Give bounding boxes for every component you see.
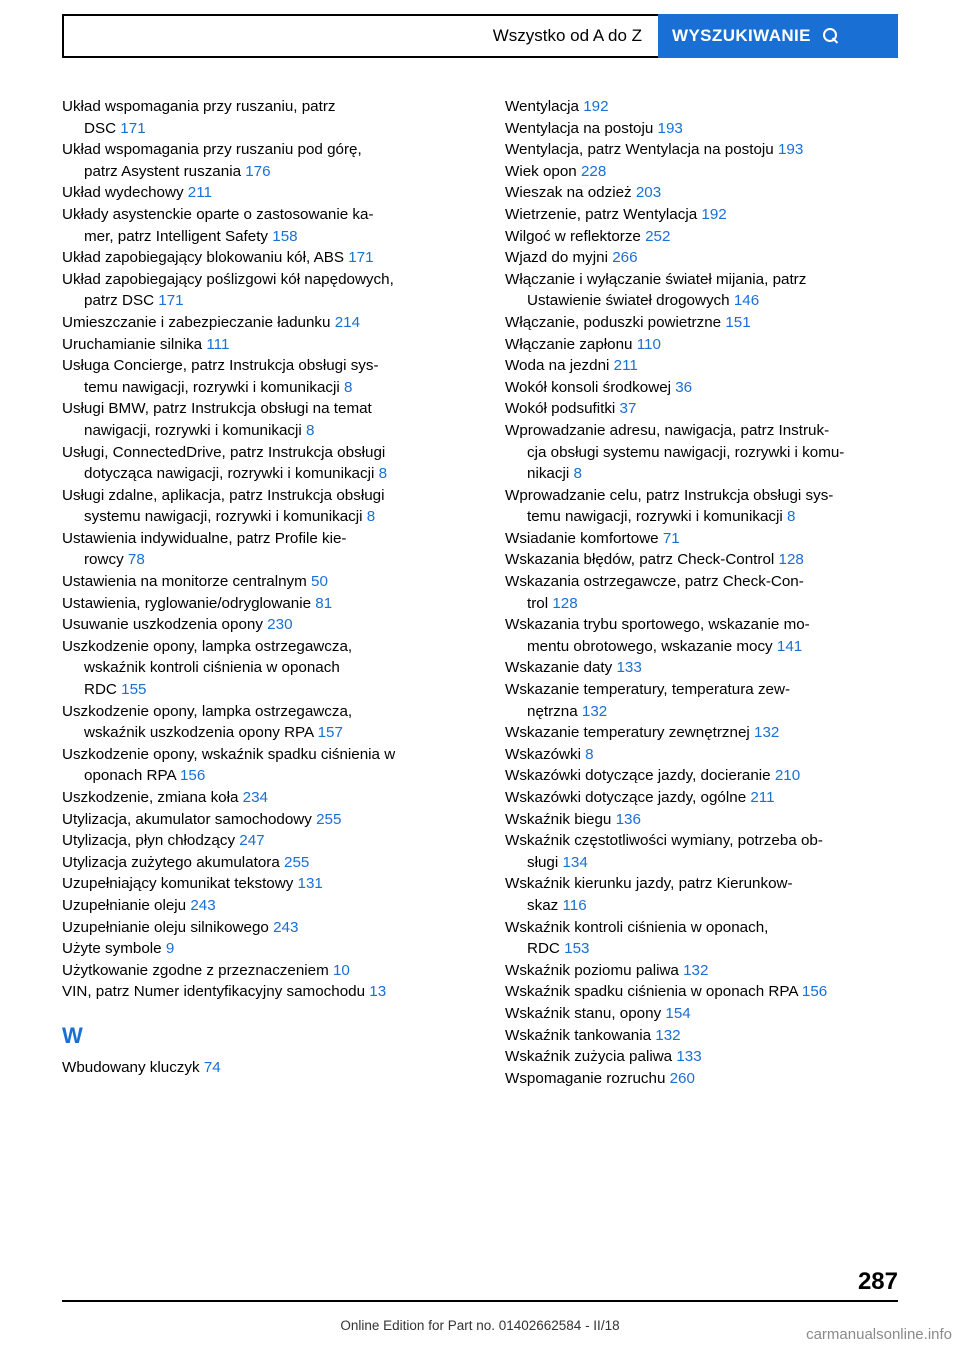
index-entry[interactable] [62,485,455,528]
index-entry-line: Wskazanie daty 133 [505,659,642,677]
index-entry-line: Włączanie i wyłączanie świateł mijania, patrz [505,270,807,288]
header-index-text: Wszystko od A do Z [492,26,642,45]
index-entry[interactable] [505,1046,898,1068]
index-entry[interactable] [62,787,455,809]
search-tab-label: WYSZUKIWANIE [672,26,811,45]
index-entry-line: Układ wspomagania przy ruszaniu pod górę, [62,141,362,159]
index-entry[interactable] [62,247,455,269]
index-entry-page[interactable]: 134 [562,853,588,871]
index-entry[interactable] [505,873,898,916]
index-entry-line: Układy asystenckie oparte o zastosowanie ka- [62,205,374,223]
header [62,14,898,58]
index-entry-page[interactable]: 8 [585,745,594,763]
index-entry-line: Utylizacja, płyn chłodzący 247 [62,832,265,850]
index-entry[interactable] [505,269,898,312]
index-entry[interactable] [62,830,455,852]
index-entry-line: Użyte symbole 9 [62,940,175,958]
index-entry[interactable] [505,334,898,356]
index-entry-page[interactable]: 74 [203,1058,221,1076]
index-entry-line: Wilgoć w reflektorze 252 [505,227,671,245]
index-entry[interactable] [62,139,455,182]
index-entry-page[interactable]: 8 [573,465,582,483]
index-entry-line: Umieszczanie i zabezpieczanie ładunku 214 [62,313,361,331]
index-entry-line: Wskazania ostrzegawcze, patrz Check-Con- [505,573,804,591]
index-entry-page[interactable]: 171 [348,249,374,267]
index-entry-line: Wprowadzanie adresu, nawigacja, patrz Instruk- [505,421,830,439]
index-entry-line: dotycząca nawigacji, rozrywki i komunikacji 8 [84,465,388,483]
index-entry[interactable] [62,355,455,398]
index-column-left [62,96,455,1089]
index-entry-page[interactable]: 266 [612,249,638,267]
page-number: 287 [857,1268,898,1295]
index-entry-line: Wentylacja na postoju 193 [505,119,683,137]
index-entry-page[interactable]: 13 [369,983,387,1001]
index-entry-line: Wsiadanie komfortowe 71 [505,529,680,547]
index-entry-line: Włączanie, poduszki powietrzne 151 [505,313,751,331]
index-entry-line: wskaźnik uszkodzenia opony RPA 157 [84,724,343,742]
index-entry[interactable] [62,981,455,1003]
index-column-right [505,96,898,1089]
index-entry[interactable] [62,852,455,874]
index-entry[interactable] [505,830,898,873]
index-entry-page[interactable]: 155 [121,681,147,699]
index-entry-line: sługi 134 [527,853,588,871]
index-entry[interactable] [505,182,898,204]
index-entry-line: Wskazania błędów, patrz Check-Control 128 [505,551,804,569]
index-entry-page[interactable]: 230 [267,616,293,634]
index-entry[interactable] [505,614,898,657]
index-entry-line: Użytkowanie zgodne z przeznaczeniem 10 [62,961,350,979]
index-columns [62,96,898,1089]
index-entry-line: Wiek opon 228 [505,162,607,180]
index-entry[interactable] [62,528,455,571]
index-entry[interactable] [62,182,455,204]
index-entry-line: Ustawienia indywidualne, patrz Profile kie- [62,529,347,547]
index-entry-page[interactable]: 255 [284,853,310,871]
index-entry-line: Układ zapobiegający poślizgowi kół napędowych, [62,270,394,288]
index-entry[interactable] [505,787,898,809]
index-entry-line: Wokół podsufitki 37 [505,400,637,418]
index-entry[interactable] [62,1057,455,1079]
index-entry[interactable] [62,873,455,895]
index-entry-line: Wprowadzanie celu, patrz Instrukcja obsługi sys- [505,486,834,504]
index-entry[interactable] [505,1003,898,1025]
index-entry-page[interactable]: 131 [297,875,323,893]
index-entry-page[interactable]: 252 [645,227,671,245]
index-entry-line: patrz DSC 171 [84,292,184,310]
index-entry[interactable] [505,96,898,118]
index-entry-page[interactable]: 8 [305,421,315,439]
index-entry-page[interactable]: 153 [564,940,590,958]
index-entry-page[interactable]: 214 [334,313,361,331]
index-entry-line: Uszkodzenie, zmiana koła 234 [62,789,268,806]
index-entry-page[interactable]: 50 [311,573,328,591]
index-entry-page[interactable]: 154 [665,1004,691,1022]
index-entry-page[interactable]: 228 [580,162,607,180]
index-entry-page[interactable]: 8 [378,465,388,483]
index-entry[interactable] [505,161,898,183]
index-entry-line: Wskaźnik biegu 136 [505,810,641,828]
footer-text: Online Edition for Part no. 01402662584 - II/18 [340,1318,620,1333]
index-entry[interactable] [505,744,898,766]
index-entry[interactable] [62,312,455,334]
index-entry-line: Ustawienia, ryglowanie/odryglowanie 81 [62,594,333,612]
index-entry-line: trol 128 [527,594,578,612]
index-entry[interactable] [505,398,898,420]
index-entry[interactable] [505,981,898,1003]
index-entry-page[interactable]: 157 [317,724,343,742]
index-entry-line: Układ wydechowy 211 [62,184,212,202]
index-entry-line: skaz 116 [527,896,587,914]
index-entry-line: Woda na jezdni 211 [505,357,638,375]
index-entry-page[interactable]: 176 [245,162,271,180]
index-entry-line: mer, patrz Intelligent Safety 158 [84,227,298,245]
index-entry-page[interactable]: 141 [776,637,803,655]
index-entry-line: Uszkodzenie opony, wskaźnik spadku ciśnienia w [62,745,396,763]
index-entry[interactable] [505,139,898,161]
index-entry-page[interactable]: 128 [552,594,578,612]
index-entry[interactable] [505,960,898,982]
index-entry-line: DSC 171 [84,119,146,137]
index-entry-line: Wbudowany kluczyk 74 [62,1058,221,1076]
index-entry[interactable] [62,442,455,485]
index-entry[interactable] [62,701,455,744]
index-entry-line: Układ zapobiegający blokowaniu kół, ABS 171 [62,249,374,267]
index-entry-line: Wskaźnik spadku ciśnienia w oponach RPA 156 [505,983,828,1001]
index-entry-page[interactable]: 8 [786,508,796,526]
index-entry-page[interactable]: 132 [683,961,709,979]
index-entry[interactable] [505,571,898,614]
index-entry-line: Uszkodzenie opony, lampka ostrzegawcza, [62,637,353,655]
index-entry-page[interactable]: 234 [242,789,268,806]
index-entry-line: Wskazówki dotyczące jazdy, docieranie 210 [505,767,801,785]
index-entry[interactable] [62,96,455,139]
index-entry[interactable] [505,722,898,744]
index-entry-line: Układ wspomagania przy ruszaniu, patrz [62,98,336,115]
index-entry-line: temu nawigacji, rozrywki i komunikacji 8 [84,378,353,396]
index-entry[interactable] [62,269,455,312]
index-entry-line: patrz Asystent ruszania 176 [84,162,271,180]
index-entry-page[interactable]: 192 [583,98,609,115]
index-entry[interactable] [62,938,455,960]
index-entry-line: nawigacji, rozrywki i komunikacji 8 [84,421,315,439]
index-entry[interactable] [62,593,455,615]
index-entry-page[interactable]: 211 [613,357,638,375]
index-entry[interactable] [62,809,455,831]
index-entry[interactable] [62,744,455,787]
index-entry-line: nętrzna 132 [527,702,608,720]
index-entry-page[interactable]: 133 [676,1048,702,1066]
index-entry-page[interactable]: 36 [675,378,693,396]
index-entry-page[interactable]: 203 [635,184,662,202]
index-entry-line: Usługi zdalne, aplikacja, patrz Instrukcja obsługi [62,486,385,504]
index-entry-line: systemu nawigacji, rozrywki i komunikacji 8 [84,508,376,526]
index-entry-page[interactable]: 111 [206,335,230,353]
watermark: carmanualsonline.info [806,1326,952,1343]
index-entry-page[interactable]: 8 [366,508,376,526]
index-entry-page[interactable]: 255 [316,810,342,828]
index-entry-line: Wskazanie temperatury zewnętrznej 132 [505,724,780,742]
index-entry-page[interactable]: 132 [655,1026,681,1044]
index-entry-line: Wspomaganie rozruchu 260 [505,1069,695,1087]
index-entry-page[interactable]: 211 [750,789,775,806]
index-entry-line: Włączanie zapłonu 110 [505,335,661,353]
index-entry[interactable] [505,355,898,377]
index-entry-line: Utylizacja, akumulator samochodowy 255 [62,810,342,828]
index-entry-line: temu nawigacji, rozrywki i komunikacji 8 [527,508,796,526]
index-entry-line: Uszkodzenie opony, lampka ostrzegawcza, [62,702,353,720]
index-entry[interactable] [505,657,898,679]
index-entry-page[interactable]: 78 [127,551,145,569]
index-entry-line: Wieszak na odzież 203 [505,184,662,202]
index-entry-page[interactable]: 156 [179,767,206,785]
index-entry-line: nikacji 8 [527,465,582,483]
index-entry[interactable] [505,1068,898,1090]
index-entry[interactable] [505,917,898,960]
index-entry[interactable] [505,549,898,571]
index-entry-line: Wskaźnik częstotliwości wymiany, potrzeba ob- [505,832,823,850]
index-entry-line: VIN, patrz Numer identyfikacyjny samochodu 13 [62,983,387,1001]
index-entry-page[interactable]: 151 [725,313,751,331]
index-entry[interactable] [62,895,455,917]
index-entry-page[interactable]: 146 [733,292,760,310]
header-index-label [62,14,658,58]
index-entry[interactable] [505,226,898,248]
index-entry[interactable] [62,571,455,593]
index-entry-line: Uruchamianie silnika 111 [62,335,230,353]
index-entry-page[interactable]: 211 [187,184,212,202]
index-entry-page[interactable]: 158 [272,227,298,245]
index-entry-page[interactable]: 116 [562,896,587,914]
index-entry-page[interactable]: 171 [158,292,184,310]
index-entry-line: Wskaźnik zużycia paliwa 133 [505,1048,702,1066]
index-entry-line: Wskazania trybu sportowego, wskazanie mo- [505,616,810,634]
index-entry-line: Wentylacja, patrz Wentylacja na postoju 193 [505,141,804,159]
index-entry[interactable] [505,247,898,269]
index-entry[interactable] [62,334,455,356]
index-entry-page[interactable]: 37 [619,400,637,418]
index-entry-page[interactable]: 133 [616,659,642,677]
index-entry-line: Wskaźnik tankowania 132 [505,1026,681,1044]
index-entry-line: oponach RPA 156 [84,767,206,785]
index-entry[interactable] [505,420,898,485]
index-entry[interactable] [505,312,898,334]
index-entry-line: Uzupełniający komunikat tekstowy 131 [62,875,323,893]
index-entry[interactable] [62,204,455,247]
index-entry-line: Usługi, ConnectedDrive, patrz Instrukcja obsługi [62,443,386,461]
index-entry-page[interactable]: 110 [636,335,661,353]
index-entry-page[interactable]: 193 [777,141,804,159]
index-entry-page[interactable]: 136 [615,810,641,828]
index-entry-line: rowcy 78 [84,551,145,569]
index-entry[interactable] [505,377,898,399]
index-entry-line: wskaźnik kontroli ciśnienia w oponach [84,659,340,677]
index-entry[interactable] [505,528,898,550]
index-entry-line: mentu obrotowego, wskazanie mocy 141 [527,637,803,655]
index-entry-line: Usługa Concierge, patrz Instrukcja obsługi sys- [62,357,379,375]
index-entry-page[interactable]: 243 [190,896,216,914]
index-entry-line: RDC 155 [84,681,147,699]
index-entry-page[interactable]: 192 [701,205,727,223]
index-entry[interactable] [62,917,455,939]
index-entry[interactable] [62,636,455,701]
index-entry-line: Wskazanie temperatury, temperatura zew- [505,681,791,699]
index-entry-page[interactable]: 9 [165,940,175,958]
index-entry-line: Wentylacja 192 [505,98,609,115]
index-entry-page[interactable]: 193 [657,119,683,137]
index-entry-line: Usuwanie uszkodzenia opony 230 [62,616,293,634]
index-entry-line: RDC 153 [527,940,590,958]
index-entry[interactable] [62,960,455,982]
letter-heading: W [62,1022,83,1048]
index-entry-page[interactable]: 156 [801,983,828,1001]
index-entry-line: Wskaźnik stanu, opony 154 [505,1004,691,1022]
index-entry[interactable] [505,809,898,831]
footer-divider [62,1300,898,1302]
index-entry[interactable] [62,614,455,636]
index-entry-page[interactable]: 128 [778,551,804,569]
index-entry-page[interactable]: 8 [343,378,353,396]
index-entry-page[interactable]: 132 [754,724,780,742]
index-entry[interactable] [505,765,898,787]
index-entry-line: Wskaźnik poziomu paliwa 132 [505,961,709,979]
index-entry[interactable] [505,204,898,226]
index-entry-line: Ustawienie świateł drogowych 146 [527,292,760,310]
index-entry-line: Wjazd do myjni 266 [505,249,638,267]
index-entry-line: Wskazówki dotyczące jazdy, ogólne 211 [505,789,775,806]
index-entry-line: Wskaźnik kierunku jazdy, patrz Kierunkow- [505,875,793,893]
index-entry-page[interactable]: 243 [273,918,299,936]
index-entry-line: Wskaźnik kontroli ciśnienia w oponach, [505,918,769,936]
index-entry-page[interactable]: 210 [774,767,801,785]
search-icon [823,28,839,44]
index-entry-line: Wskazówki 8 [505,745,594,763]
search-tab[interactable] [658,14,898,58]
index-entry-line: Wokół konsoli środkowej 36 [505,378,693,396]
index-entry-line: Usługi BMW, patrz Instrukcja obsługi na temat [62,400,372,418]
index-entry-page[interactable]: 81 [315,594,333,612]
index-entry-page[interactable]: 132 [581,702,608,720]
index-entry-line: Wietrzenie, patrz Wentylacja 192 [505,205,727,223]
index-entry-line: Utylizacja zużytego akumulatora 255 [62,853,310,871]
index-entry-page[interactable]: 71 [662,529,680,547]
index-entry[interactable] [505,118,898,140]
index-entry-line: cja obsługi systemu nawigacji, rozrywki i komu- [527,443,845,461]
index-entry-page[interactable]: 260 [669,1069,695,1087]
index-entry[interactable] [62,398,455,441]
index-entry[interactable] [505,485,898,528]
index-entry-page[interactable]: 247 [239,832,265,850]
index-entry-line: Uzupełnianie oleju silnikowego 243 [62,918,299,936]
index-entry[interactable] [505,679,898,722]
index-entry-page[interactable]: 10 [332,961,350,979]
index-entry-line: Uzupełnianie oleju 243 [62,896,216,914]
index-entry[interactable] [505,1025,898,1047]
index-entry-line: Ustawienia na monitorze centralnym 50 [62,573,328,591]
index-entry-page[interactable]: 171 [120,119,146,137]
